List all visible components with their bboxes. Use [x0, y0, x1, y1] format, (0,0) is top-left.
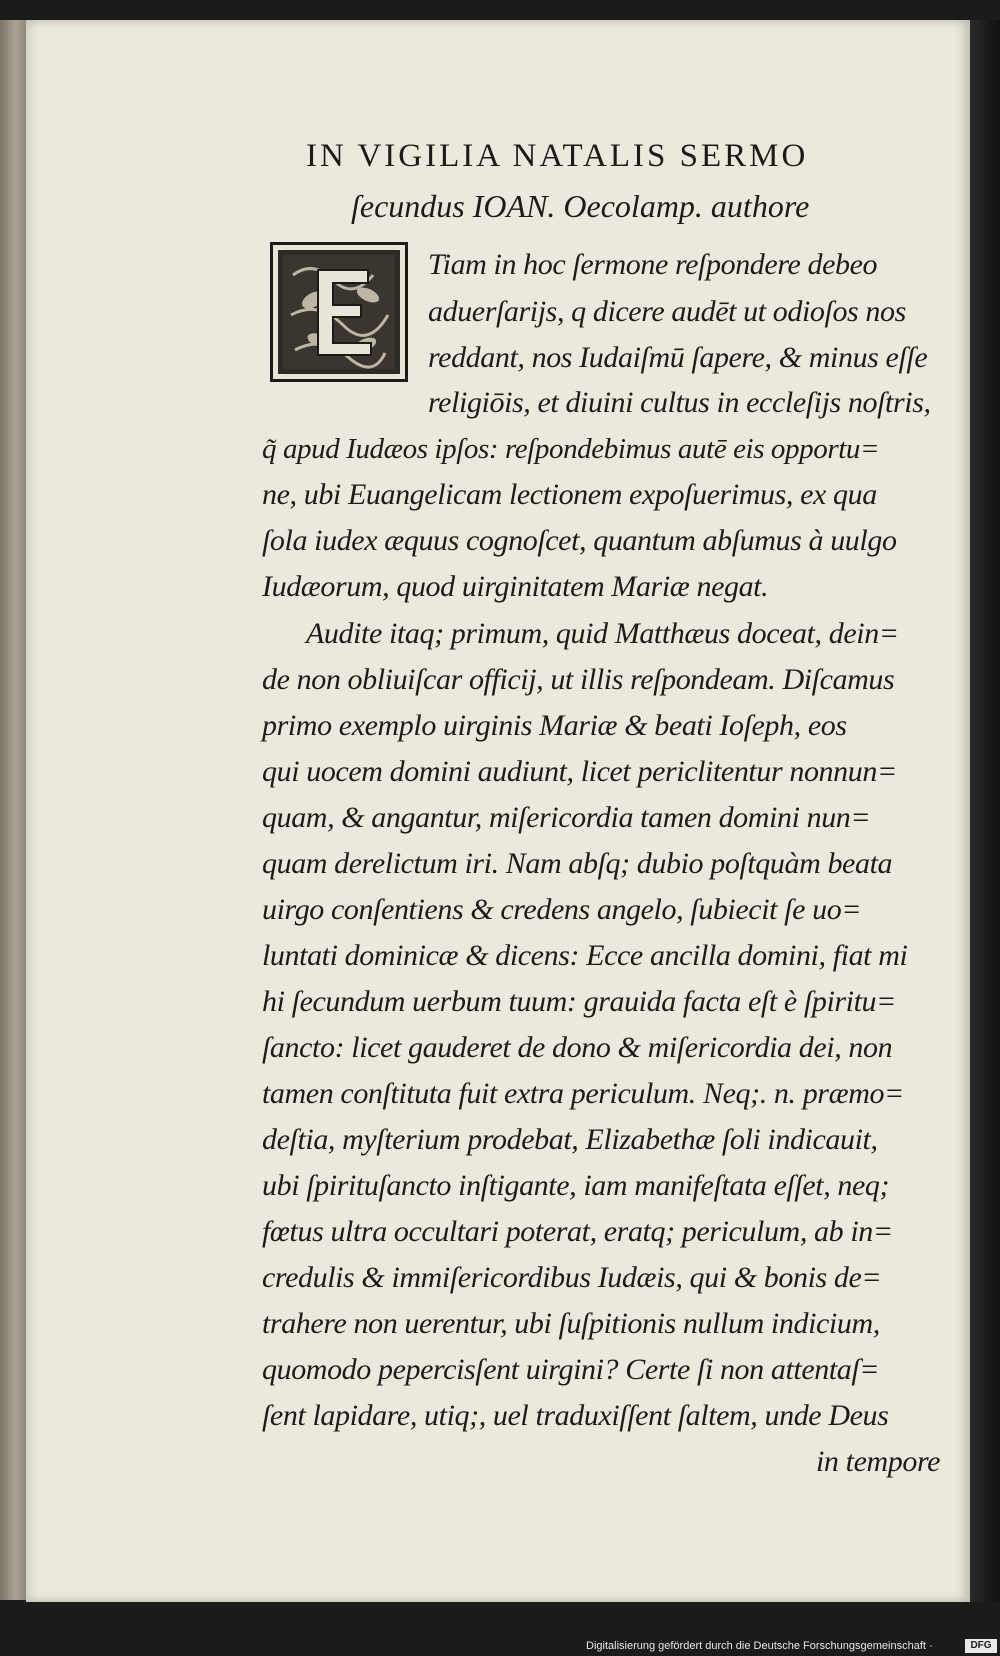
- sermon-subtitle: ſecundus IOAN. Oecolamp. authore: [351, 188, 810, 224]
- text-line: religiōis, et diuini cultus in eccleſijs noſtris,: [428, 386, 931, 419]
- text-line: tamen conſtituta fuit extra periculum. Neq;. n. præmo=: [262, 1077, 904, 1110]
- text-line: aduerſarijs, q dicere audēt ut odioſos nos: [428, 295, 906, 328]
- text-block: [26, 20, 970, 1602]
- text-line: qui uocem domini audiunt, licet periclitentur nonnun=: [262, 755, 897, 788]
- book-page: [26, 20, 970, 1602]
- text-line: q̃ apud Iudæos ipſos: reſpondebimus autē eis opportu=: [262, 433, 880, 465]
- page-edge-shadow: [970, 20, 1000, 1602]
- text-line: quomodo pepercisſent uirgini? Certe ſi non attentaſ=: [262, 1353, 880, 1386]
- text-line: uirgo conſentiens & credens angelo, ſubiecit ſe uo=: [262, 893, 862, 926]
- text-line: Iudæorum, quod uirginitatem Mariæ negat.: [262, 570, 769, 603]
- sermon-title: IN VIGILIA NATALIS SERMO: [306, 138, 809, 174]
- text-line: reddant, nos Iudaiſmū ſapere, & minus eſſe: [428, 341, 928, 374]
- dfg-logo: DFG: [965, 1639, 997, 1653]
- text-line: ſola iudex æquus cognoſcet, quantum abſumus à uulgo: [262, 524, 897, 557]
- text-line: hi ſecundum uerbum tuum: grauida facta eſt è ſpiritu=: [262, 985, 896, 1018]
- text-line: ſancto: licet gauderet de dono & miſericordia dei, non: [262, 1031, 893, 1064]
- digitization-credit: Digitalisierung gefördert durch die Deutsche Forschungsgemeinschaft ·: [586, 1640, 933, 1652]
- text-line: ubi ſpirituſancto inſtigante, iam manifeſtata eſſet, neq;: [262, 1169, 890, 1202]
- text-line: ſent lapidare, utiq;, uel traduxiſſent ſaltem, unde Deus: [262, 1399, 889, 1432]
- text-line: Tiam in hoc ſermone reſpondere debeo: [428, 248, 878, 281]
- text-line: quam derelictum iri. Nam abſq; dubio poſtquàm beata: [262, 847, 893, 880]
- book-spine: [0, 20, 26, 1600]
- text-line: luntati dominicæ & dicens: Ecce ancilla domini, fiat mi: [262, 939, 908, 972]
- text-line: quam, & angantur, miſericordia tamen domini nun=: [262, 801, 871, 834]
- text-line: primo exemplo uirginis Mariæ & beati Ioſeph, eos: [262, 709, 847, 742]
- decorated-initial-e: [270, 242, 408, 382]
- text-line: fœtus ultra occultari poterat, eratq; periculum, ab in=: [262, 1215, 893, 1248]
- text-line: de non obliuiſcar officij, ut illis reſpondeam. Diſcamus: [262, 663, 895, 696]
- text-line: ne, ubi Euangelicam lectionem expoſuerimus, ex qua: [262, 478, 877, 511]
- text-line: credulis & immiſericordibus Iudæis, qui & bonis de=: [262, 1261, 882, 1294]
- text-line: trahere non uerentur, ubi ſuſpitionis nullum indicium,: [262, 1307, 880, 1340]
- text-line: deſtia, myſterium prodebat, Elizabethæ ſoli indicauit,: [262, 1123, 878, 1156]
- text-line: Audite itaq; primum, quid Matthæus doceat, dein=: [306, 617, 899, 650]
- catchword: in tempore: [816, 1445, 941, 1478]
